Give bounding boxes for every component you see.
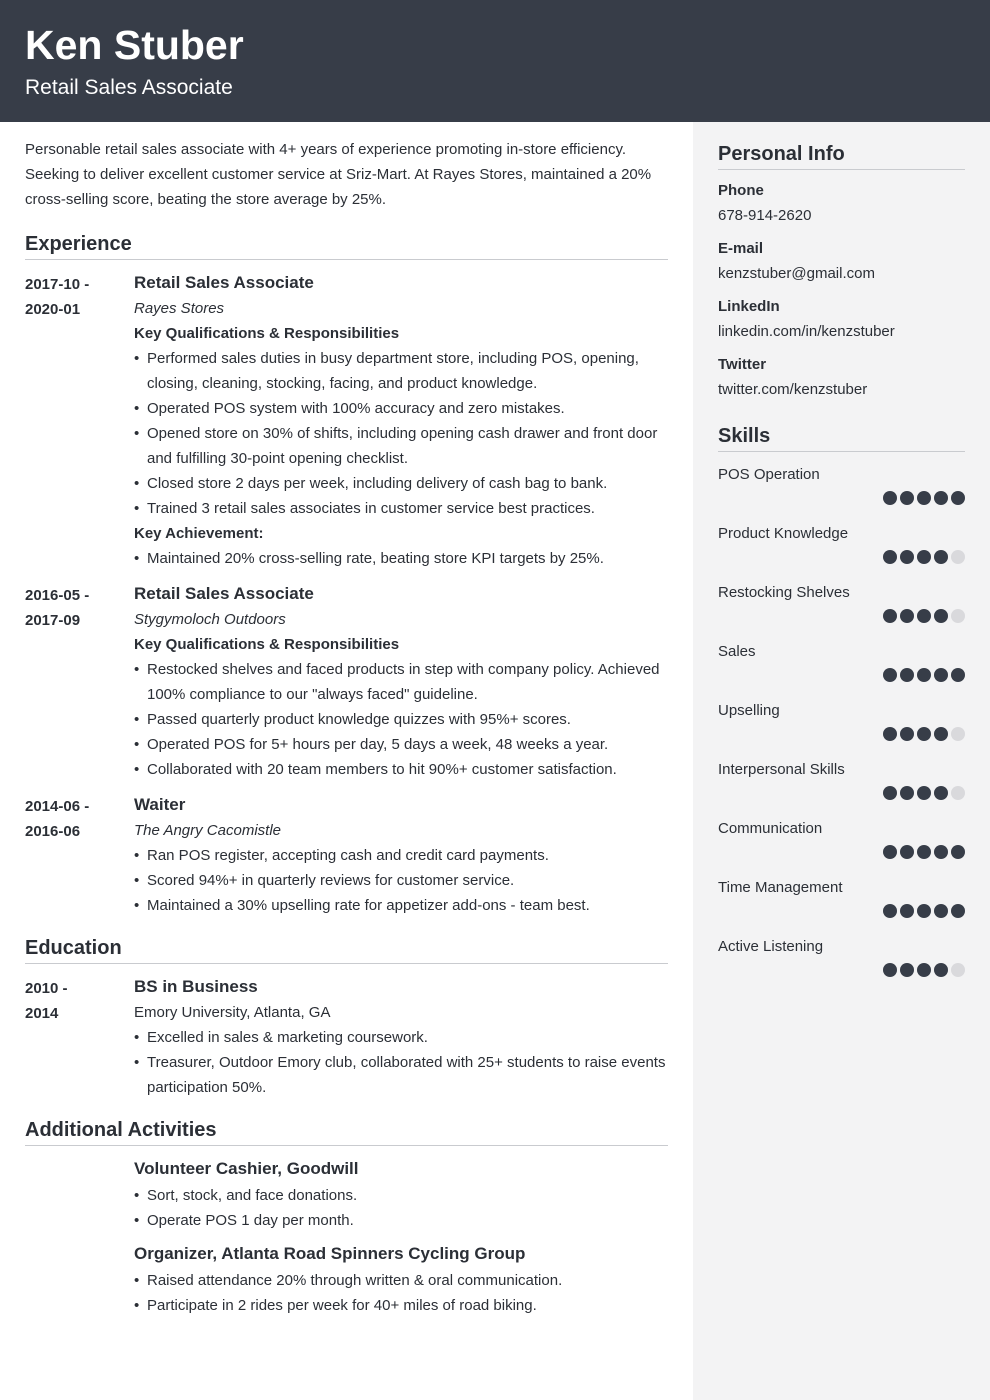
entry-dates (25, 272, 125, 322)
skill-rating (883, 668, 965, 682)
skill-name: Time Management (718, 879, 843, 896)
list-item: • Excelled in sales & marketing coursework. (134, 1025, 668, 1050)
rating-dot-filled (934, 963, 948, 977)
rating-dot-filled (900, 845, 914, 859)
responsibilities-list (134, 843, 668, 918)
school-name: Emory University, Atlanta, GA (134, 1004, 331, 1021)
rating-dot-filled (934, 668, 948, 682)
skill-rating (883, 727, 965, 741)
skill-rating (883, 550, 965, 564)
responsibilities-list (134, 657, 668, 782)
degree-title: BS in Business (134, 977, 258, 996)
profile-summary: Personable retail sales associate with 4+ years of experience promoting in-store efficiency. Seeking to deliver excellent customer service at Sriz-Mart. At Rayes Stores, maintained a 20% cross-selling score, beating the store average by 25%. (25, 141, 652, 208)
linkedin-label: LinkedIn (718, 298, 780, 315)
experience-entry (25, 782, 668, 918)
skill-row (718, 629, 965, 688)
list-item: • Maintained 20% cross-selling rate, beating store KPI targets by 25%. (134, 546, 668, 571)
date-end: 2017-09 (25, 612, 81, 629)
list-item: • Scored 94%+ in quarterly reviews for customer service. (134, 868, 668, 893)
job-title: Retail Sales Associate (134, 273, 314, 292)
skill-name: Sales (718, 643, 756, 660)
list-item: • Opened store on 30% of shifts, including opening cash drawer and front door and fulfilling 30-point opening checklist. (134, 421, 668, 471)
rating-dot-filled (900, 550, 914, 564)
date-end: 2016-06 (25, 823, 81, 840)
rating-dot-empty (951, 963, 965, 977)
email-label: E-mail (718, 240, 764, 257)
rating-dot-filled (951, 845, 965, 859)
candidate-role: Retail Sales Associate (25, 76, 233, 99)
activities-entry (25, 1146, 668, 1318)
list-item: • Maintained a 30% upselling rate for appetizer add-ons - team best. (134, 893, 668, 918)
rating-dot-filled (900, 727, 914, 741)
rating-dot-filled (951, 668, 965, 682)
skill-row (718, 747, 965, 806)
rating-dot-filled (917, 786, 931, 800)
rating-dot-filled (951, 491, 965, 505)
list-item: • Treasurer, Outdoor Emory club, collaborated with 25+ students to raise events participation 50%. (134, 1050, 668, 1100)
skill-rating (883, 845, 965, 859)
rating-dot-filled (934, 550, 948, 564)
list-item: • Operate POS 1 day per month. (134, 1208, 668, 1233)
personal-info-heading: Personal Info (718, 142, 965, 170)
skill-row (718, 570, 965, 629)
activity-list (134, 1183, 668, 1233)
skills-section (718, 424, 965, 983)
company-name: The Angry Cacomistle (134, 822, 281, 839)
date-end: 2020-01 (25, 301, 81, 318)
rating-dot-empty (951, 727, 965, 741)
education-heading: Education (25, 936, 668, 964)
rating-dot-filled (883, 727, 897, 741)
activity-title: Organizer, Atlanta Road Spinners Cycling Group (134, 1244, 526, 1263)
list-item: • Ran POS register, accepting cash and credit card payments. (134, 843, 668, 868)
skill-name: Communication (718, 820, 823, 837)
experience-entry (25, 571, 668, 782)
skill-rating (883, 963, 965, 977)
skill-row (718, 688, 965, 747)
skill-name: POS Operation (718, 466, 820, 483)
list-item: • Restocked shelves and faced products in step with company policy. Achieved 100% compliance to our "always faced" guideline. (134, 657, 668, 707)
phone-value: 678-914-2620 (718, 207, 812, 224)
phone-label: Phone (718, 182, 764, 199)
rating-dot-filled (917, 845, 931, 859)
rating-dot-filled (883, 904, 897, 918)
education-list (134, 1025, 668, 1100)
rating-dot-filled (934, 609, 948, 623)
rating-dot-filled (883, 963, 897, 977)
resume-header (0, 0, 990, 122)
candidate-name: Ken Stuber (25, 22, 244, 68)
skill-rating (883, 786, 965, 800)
rating-dot-filled (934, 786, 948, 800)
responsibilities-heading: Key Qualifications & Responsibilities (134, 325, 400, 342)
date-start: 2016-05 - (25, 587, 90, 604)
rating-dot-filled (883, 786, 897, 800)
company-name: Stygymoloch Outdoors (134, 611, 286, 628)
entry-dates (25, 794, 125, 844)
rating-dot-filled (883, 609, 897, 623)
rating-dot-filled (917, 550, 931, 564)
achievement-list (134, 546, 668, 571)
entry-dates (25, 976, 125, 1026)
rating-dot-filled (883, 845, 897, 859)
linkedin-value: linkedin.com/in/kenzstuber (718, 323, 895, 340)
activities-heading: Additional Activities (25, 1118, 668, 1146)
rating-dot-filled (883, 491, 897, 505)
skill-name: Upselling (718, 702, 780, 719)
skills-heading: Skills (718, 424, 965, 452)
rating-dot-filled (917, 668, 931, 682)
skill-name: Restocking Shelves (718, 584, 850, 601)
personal-info-section (718, 142, 965, 402)
date-start: 2014-06 - (25, 798, 90, 815)
list-item: • Performed sales duties in busy department store, including POS, opening, closing, cleaning, stocking, facing, and product knowledge. (134, 346, 668, 396)
achievement-heading: Key Achievement: (134, 525, 264, 542)
experience-entry (25, 260, 668, 571)
date-start: 2017-10 - (25, 276, 90, 293)
rating-dot-filled (900, 963, 914, 977)
rating-dot-filled (934, 845, 948, 859)
skill-rating (883, 904, 965, 918)
list-item: • Participate in 2 rides per week for 40+ miles of road biking. (134, 1293, 668, 1318)
entry-dates (25, 583, 125, 633)
responsibilities-heading: Key Qualifications & Responsibilities (134, 636, 400, 653)
skills-list (718, 452, 965, 983)
rating-dot-empty (951, 786, 965, 800)
date-start: 2010 - (25, 980, 68, 997)
rating-dot-filled (951, 904, 965, 918)
skill-row (718, 511, 965, 570)
skill-rating (883, 609, 965, 623)
rating-dot-filled (900, 491, 914, 505)
rating-dot-filled (917, 963, 931, 977)
rating-dot-filled (900, 609, 914, 623)
list-item: • Raised attendance 20% through written & oral communication. (134, 1268, 668, 1293)
rating-dot-filled (900, 904, 914, 918)
skill-name: Product Knowledge (718, 525, 849, 542)
rating-dot-filled (917, 727, 931, 741)
skill-name: Interpersonal Skills (718, 761, 845, 778)
rating-dot-empty (951, 609, 965, 623)
responsibilities-list (134, 346, 668, 521)
rating-dot-filled (917, 609, 931, 623)
rating-dot-filled (883, 668, 897, 682)
education-entry (25, 964, 668, 1100)
date-end: 2014 (25, 1005, 59, 1022)
skill-row (718, 924, 965, 983)
twitter-value: twitter.com/kenzstuber (718, 381, 868, 398)
rating-dot-filled (934, 904, 948, 918)
list-item: • Closed store 2 days per week, including delivery of cash bag to bank. (134, 471, 668, 496)
main-column (25, 137, 668, 1318)
twitter-label: Twitter (718, 356, 767, 373)
activity-list (134, 1268, 668, 1318)
job-title: Retail Sales Associate (134, 584, 314, 603)
rating-dot-empty (951, 550, 965, 564)
rating-dot-filled (917, 904, 931, 918)
list-item: • Operated POS system with 100% accuracy and zero mistakes. (134, 396, 668, 421)
rating-dot-filled (900, 786, 914, 800)
skill-row (718, 865, 965, 924)
rating-dot-filled (883, 550, 897, 564)
rating-dot-filled (934, 727, 948, 741)
skill-name: Active Listening (718, 938, 824, 955)
skill-rating (883, 491, 965, 505)
list-item: • Sort, stock, and face donations. (134, 1183, 668, 1208)
skill-row (718, 806, 965, 865)
experience-heading: Experience (25, 232, 668, 260)
rating-dot-filled (900, 668, 914, 682)
rating-dot-filled (917, 491, 931, 505)
rating-dot-filled (934, 491, 948, 505)
job-title: Waiter (134, 795, 186, 814)
company-name: Rayes Stores (134, 300, 225, 317)
list-item: • Operated POS for 5+ hours per day, 5 days a week, 48 weeks a year. (134, 732, 668, 757)
list-item: • Trained 3 retail sales associates in customer service best practices. (134, 496, 668, 521)
list-item: • Passed quarterly product knowledge quizzes with 95%+ scores. (134, 707, 668, 732)
list-item: • Collaborated with 20 team members to hit 90%+ customer satisfaction. (134, 757, 668, 782)
email-value: kenzstuber@gmail.com (718, 265, 875, 282)
skill-row (718, 452, 965, 511)
activity-title: Volunteer Cashier, Goodwill (134, 1159, 359, 1178)
